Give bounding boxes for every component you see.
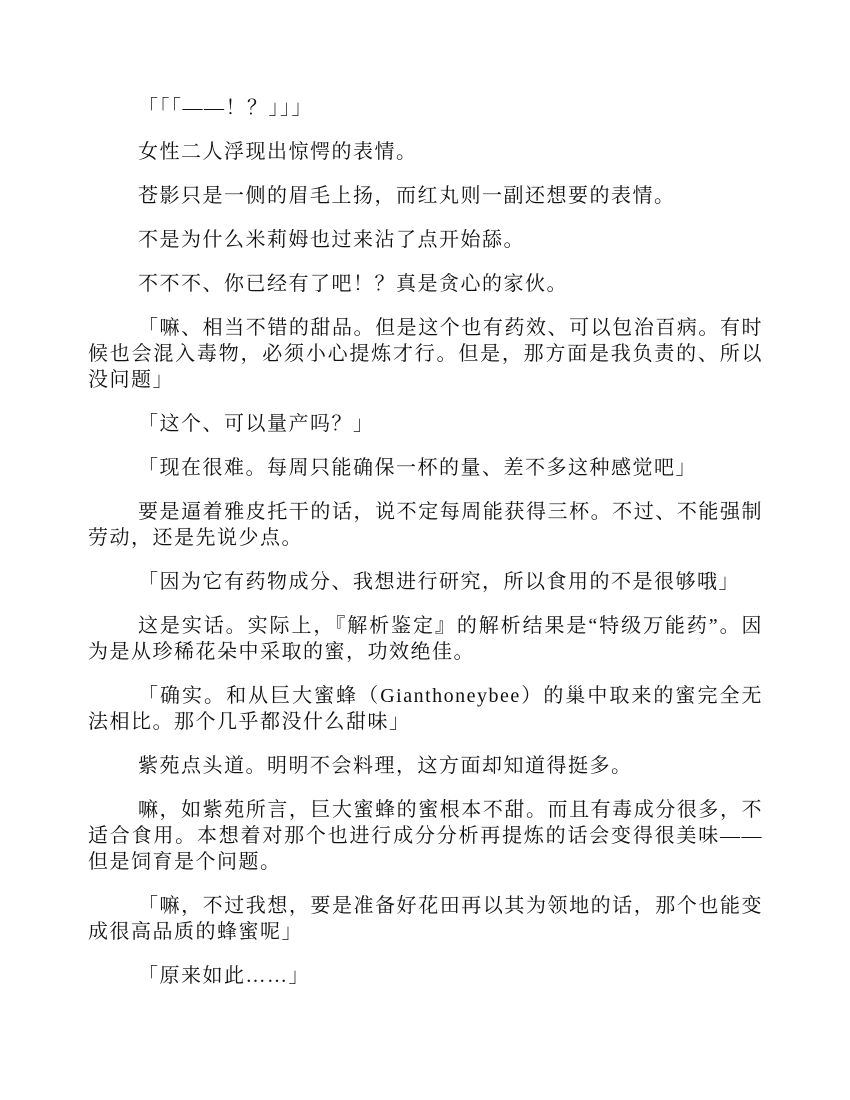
paragraph: 「这个、可以量产吗？」: [138, 413, 375, 435]
paragraph: 「因为它有药物成分、我想进行研究，所以食用的不是很够哦」: [138, 571, 740, 593]
paragraph: 女性二人浮现出惊愕的表情。: [138, 141, 418, 163]
paragraph: 这是实话。实际上，『解析鉴定』的解析结果是“特级万能药”。因为是从珍稀花朵中采取的蜜，功效绝佳。: [88, 615, 763, 663]
paragraph: 「现在很难。每周只能确保一杯的量、差不多这种感觉吧」: [138, 457, 697, 479]
paragraph: 苍影只是一侧的眉毛上扬，而红丸则一副还想要的表情。: [138, 185, 676, 207]
paragraph: 要是逼着雅皮托干的话，说不定每周能获得三杯。不过、不能强制劳动，还是先说少点。: [88, 501, 763, 549]
paragraph: 「「「——！？」」」: [138, 97, 313, 119]
paragraph: 不不不、你已经有了吧！？真是贪心的家伙。: [138, 273, 568, 295]
paragraph: 嘛，如紫苑所言，巨大蜜蜂的蜜根本不甜。而且有毒成分很多，不适合食用。本想着对那个也进行成分分析再提炼的话会变得很美味——但是饲育是个问题。: [88, 799, 763, 873]
paragraph: 「确实。和从巨大蜜蜂（Gianthoneybee）的巢中取来的蜜完全无法相比。那个几乎都没什么甜味」: [88, 685, 763, 733]
paragraph: 紫苑点头道。明明不会料理，这方面却知道得挺多。: [138, 755, 633, 777]
paragraph: 「原来如此……」: [138, 965, 310, 987]
paragraph: 「嘛、相当不错的甜品。但是这个也有药效、可以包治百病。有时候也会混入毒物，必须小心提炼才行。但是，那方面是我负责的、所以没问题」: [88, 317, 763, 391]
paragraph: 不是为什么米莉姆也过来沾了点开始舔。: [138, 229, 525, 251]
paragraph: 「嘛，不过我想，要是准备好花田再以其为领地的话，那个也能变成很高品质的蜂蜜呢」: [88, 895, 763, 943]
